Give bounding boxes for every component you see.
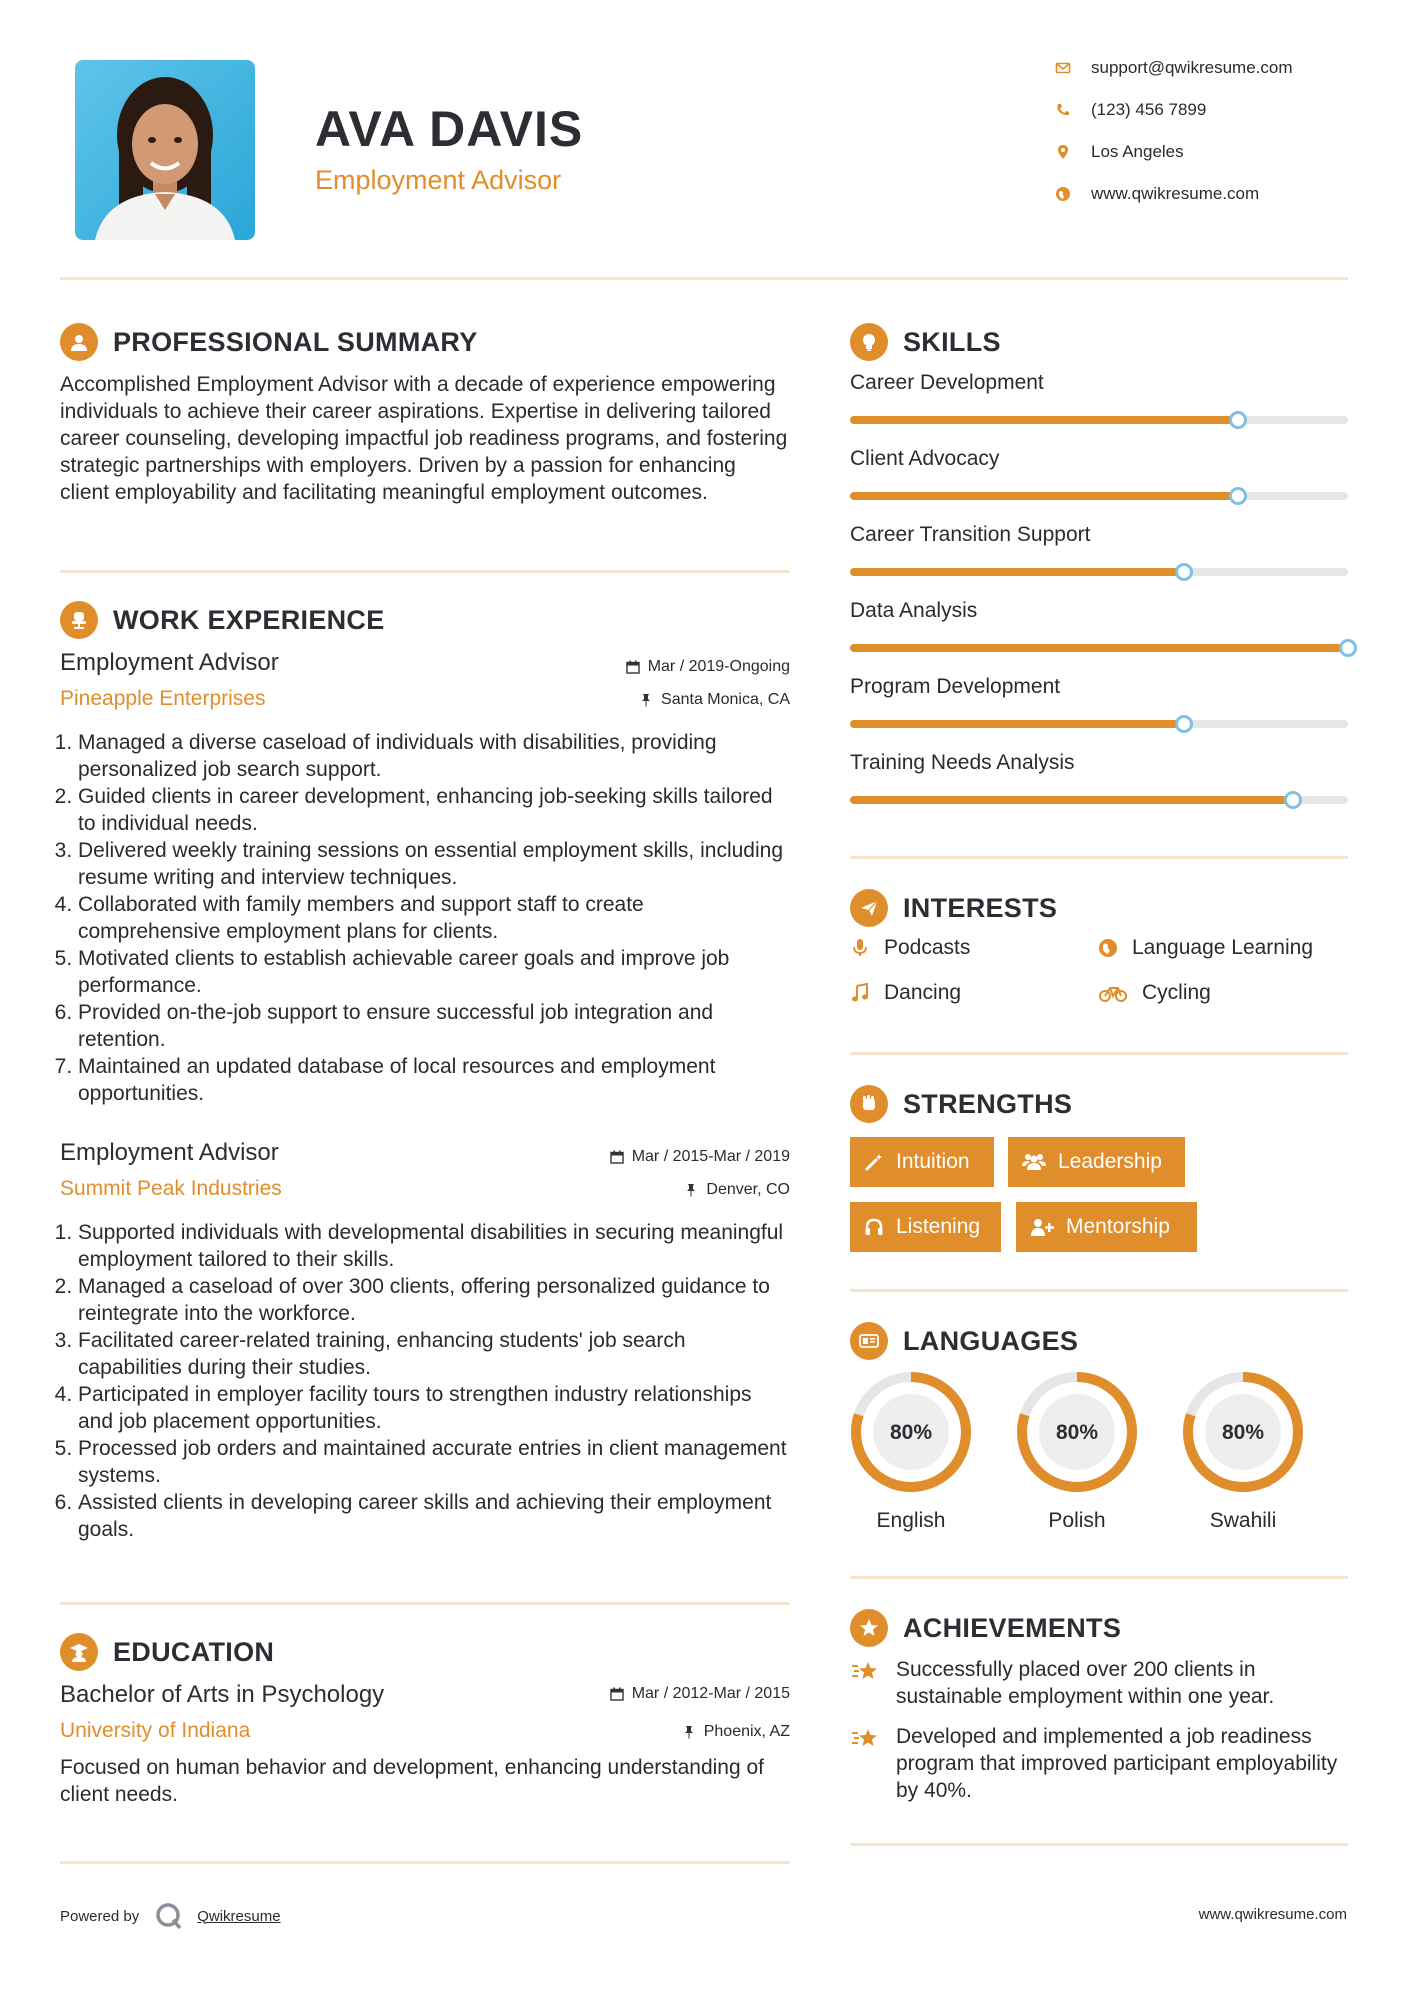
candidate-name: AVA DAVIS — [315, 101, 584, 157]
job-1-duties — [60, 729, 790, 1107]
job-2-company: Summit Peak Industries — [60, 1177, 282, 1200]
qwikresume-link[interactable]: Qwikresume — [197, 1907, 281, 1925]
microphone-icon — [850, 938, 870, 958]
interests-divider — [850, 1052, 1348, 1055]
job-1-location — [639, 691, 790, 709]
job-1-company: Pineapple Enterprises — [60, 687, 266, 710]
pushpin-icon — [639, 693, 653, 707]
star-badge-icon — [850, 1609, 888, 1647]
job-2-location — [684, 1181, 790, 1199]
lightbulb-icon — [850, 323, 888, 361]
contact-website[interactable] — [1055, 184, 1259, 204]
skill-bar-fill — [850, 568, 1184, 576]
skill-item — [850, 447, 1348, 471]
job-1-location-text: Santa Monica, CA — [661, 691, 790, 708]
skill-bar — [850, 720, 1348, 728]
strength-label: Mentorship — [1066, 1215, 1170, 1238]
skill-bar-knob[interactable] — [1339, 639, 1357, 657]
skill-bar-fill — [850, 492, 1238, 500]
strength-label: Listening — [896, 1215, 981, 1238]
duty-item: 7. Maintained an updated database of local resources and employment opportunities. — [78, 1053, 790, 1107]
strengths-divider — [850, 1289, 1348, 1292]
languages-heading — [850, 1322, 1078, 1360]
language-ring — [1181, 1370, 1305, 1494]
calendar-icon — [610, 1150, 624, 1164]
skill-item — [850, 523, 1348, 547]
achievement-item — [850, 1723, 1348, 1804]
education-degree: Bachelor of Arts in Psychology — [60, 1681, 385, 1708]
strength-badge — [850, 1137, 994, 1187]
job-2-dates — [610, 1148, 790, 1166]
interest-label: Language Learning — [1132, 936, 1314, 959]
education-description: Focused on human behavior and development, enhancing understanding of client needs. — [60, 1756, 765, 1806]
office-chair-icon — [60, 601, 98, 639]
strength-badge — [1016, 1202, 1197, 1252]
skill-bar — [850, 416, 1348, 424]
interest-item — [850, 981, 961, 1005]
skill-bar-knob[interactable] — [1229, 411, 1247, 429]
skills-heading — [850, 323, 1001, 361]
summary-heading — [60, 323, 478, 361]
duty-item: 6. Assisted clients in developing career skills and achieving their employment goals. — [78, 1489, 790, 1543]
qwikresume-logo-icon — [155, 1902, 183, 1930]
skill-label: Data Analysis — [850, 599, 978, 622]
education-location-text: Phoenix, AZ — [703, 1723, 790, 1740]
language-item — [849, 1370, 973, 1533]
education-divider — [60, 1861, 790, 1864]
summary-text: Accomplished Employment Advisor with a decade of experience empowering individuals to achieve their career aspirations. Expertise in delivering tailored career counseling, developing impactful job readiness programs, and fostering strategic partnerships with employers. Driven by a passion for enhancing client employability and facilitating meaningful employment outcomes. — [60, 373, 788, 504]
achievement-text: Successfully placed over 200 clients in sustainable employment within one year. — [896, 1658, 1275, 1708]
duty-item: 3. Facilitated career-related training, enhancing students' job search capabilities during their studies. — [78, 1327, 790, 1381]
skill-label: Training Needs Analysis — [850, 751, 1075, 774]
contact-phone[interactable] — [1055, 100, 1206, 120]
strength-label: Intuition — [896, 1150, 970, 1173]
users-icon — [1022, 1152, 1046, 1172]
star-icon — [850, 1656, 882, 1688]
summary-divider — [60, 570, 790, 573]
duty-item: 1. Managed a diverse caseload of individuals with disabilities, providing personalized job search support. — [78, 729, 790, 783]
duty-item: 3. Delivered weekly training sessions on essential employment skills, including resume writing and interview techniques. — [78, 837, 790, 891]
education-location — [682, 1723, 790, 1741]
strength-badge — [1008, 1137, 1185, 1187]
pushpin-icon — [684, 1183, 698, 1197]
job-2-dates-text: Mar / 2015-Mar / 2019 — [631, 1148, 790, 1165]
languages-divider — [850, 1576, 1348, 1579]
skills-divider — [850, 856, 1348, 859]
star-icon — [850, 1723, 882, 1755]
headphones-icon — [864, 1217, 884, 1237]
language-item — [1181, 1370, 1305, 1533]
achievements-heading — [850, 1609, 1121, 1647]
interest-label: Cycling — [1142, 981, 1211, 1004]
language-percent: 80% — [1055, 1421, 1099, 1444]
education-school: University of Indiana — [60, 1719, 251, 1742]
map-pin-icon — [1055, 144, 1071, 160]
skill-bar-knob[interactable] — [1229, 487, 1247, 505]
skill-item — [850, 599, 1348, 623]
envelope-icon — [1055, 60, 1071, 76]
graduate-icon — [60, 1633, 98, 1671]
duty-item: 2. Guided clients in career development, enhancing job-seeking skills tailored to individual needs. — [78, 783, 790, 837]
skill-item — [850, 371, 1348, 395]
education-heading-text: EDUCATION — [113, 1636, 275, 1667]
achievement-text: Developed and implemented a job readiness program that improved participant employability by 40%. — [896, 1725, 1338, 1802]
summary-heading-text: PROFESSIONAL SUMMARY — [113, 326, 478, 357]
job-2-title: Employment Advisor — [60, 1139, 279, 1166]
language-item — [1015, 1370, 1139, 1533]
language-percent: 80% — [889, 1421, 933, 1444]
candidate-title: Employment Advisor — [315, 165, 562, 195]
music-note-icon — [850, 983, 870, 1003]
interest-item — [1098, 981, 1211, 1005]
interest-label: Podcasts — [884, 936, 971, 959]
footer-powered-by — [60, 1902, 281, 1930]
duty-item: 4. Participated in employer facility tours to strengthen industry relationships and job placement opportunities. — [78, 1381, 790, 1435]
user-plus-icon — [1030, 1217, 1054, 1237]
skill-bar — [850, 492, 1348, 500]
language-card-icon — [850, 1322, 888, 1360]
achievements-heading-text: ACHIEVEMENTS — [903, 1612, 1122, 1643]
achievement-item — [850, 1656, 1348, 1710]
interest-label: Dancing — [884, 981, 962, 1004]
skills-heading-text: SKILLS — [903, 326, 1001, 357]
skill-label: Program Development — [850, 675, 1061, 698]
skill-bar-knob[interactable] — [1175, 715, 1193, 733]
experience-divider — [60, 1602, 790, 1605]
language-percent: 80% — [1221, 1421, 1265, 1444]
achievements-divider — [850, 1843, 1348, 1846]
job-2-duties — [60, 1219, 790, 1543]
skill-bar-knob[interactable] — [1175, 563, 1193, 581]
language-name: Swahili — [1209, 1509, 1277, 1532]
language-name: Polish — [1048, 1509, 1106, 1532]
skill-item — [850, 751, 1348, 775]
duty-item: 2. Managed a caseload of over 300 clients, offering personalized guidance to reintegrate into the workforce. — [78, 1273, 790, 1327]
powered-by-label: Powered by — [60, 1907, 140, 1925]
contact-email-text: support@qwikresume.com — [1091, 58, 1293, 77]
skill-bar — [850, 568, 1348, 576]
duty-item: 5. Processed job orders and maintained accurate entries in client management systems. — [78, 1435, 790, 1489]
globe-icon — [1055, 186, 1071, 202]
contact-location — [1055, 142, 1184, 162]
paper-plane-icon — [850, 889, 888, 927]
bicycle-icon — [1098, 983, 1128, 1003]
calendar-icon — [626, 660, 640, 674]
interest-item — [850, 936, 970, 960]
interests-heading-text: INTERESTS — [903, 892, 1058, 923]
job-1-dates-text: Mar / 2019-Ongoing — [647, 658, 790, 675]
globe-icon — [1098, 938, 1118, 958]
interest-item — [1098, 936, 1313, 960]
skill-label: Career Transition Support — [850, 523, 1091, 546]
profile-photo — [75, 60, 255, 240]
languages-heading-text: LANGUAGES — [903, 1325, 1079, 1356]
pushpin-icon — [682, 1725, 696, 1739]
education-dates — [610, 1685, 790, 1703]
strengths-heading — [850, 1085, 1072, 1123]
job-1-title: Employment Advisor — [60, 649, 279, 676]
skill-bar-fill — [850, 720, 1184, 728]
footer-url[interactable]: www.qwikresume.com — [1198, 1906, 1347, 1923]
duty-item: 6. Provided on-the-job support to ensure successful job integration and retention. — [78, 999, 790, 1053]
contact-website-text: www.qwikresume.com — [1091, 184, 1260, 203]
user-icon — [60, 323, 98, 361]
education-heading — [60, 1633, 274, 1671]
skill-bar-knob[interactable] — [1284, 791, 1302, 809]
contact-email[interactable] — [1055, 58, 1293, 78]
skill-bar — [850, 796, 1348, 804]
header-divider — [60, 277, 1348, 280]
language-ring — [1015, 1370, 1139, 1494]
magic-wand-icon — [864, 1152, 884, 1172]
skill-label: Career Development — [850, 371, 1044, 394]
job-1-dates — [626, 658, 790, 676]
phone-icon — [1055, 102, 1071, 118]
strengths-heading-text: STRENGTHS — [903, 1088, 1073, 1119]
skill-bar-fill — [850, 796, 1293, 804]
contact-phone-text: (123) 456 7899 — [1091, 100, 1207, 119]
experience-heading — [60, 601, 385, 639]
skill-item — [850, 675, 1348, 699]
strength-label: Leadership — [1058, 1150, 1162, 1173]
skill-bar-fill — [850, 644, 1348, 652]
language-ring — [849, 1370, 973, 1494]
duty-item: 5. Motivated clients to establish achievable career goals and improve job performance. — [78, 945, 790, 999]
experience-heading-text: WORK EXPERIENCE — [113, 604, 385, 635]
fist-icon — [850, 1085, 888, 1123]
calendar-icon — [610, 1687, 624, 1701]
skill-bar — [850, 644, 1348, 652]
contact-location-text: Los Angeles — [1091, 142, 1184, 161]
duty-item: 1. Supported individuals with developmental disabilities in securing meaningful employment tailored to their skills. — [78, 1219, 790, 1273]
language-name: English — [876, 1509, 946, 1532]
strength-badge — [850, 1202, 1001, 1252]
duty-item: 4. Collaborated with family members and support staff to create comprehensive employment plans for clients. — [78, 891, 790, 945]
job-2-location-text: Denver, CO — [706, 1181, 790, 1198]
skill-label: Client Advocacy — [850, 447, 1000, 470]
interests-heading — [850, 889, 1057, 927]
education-dates-text: Mar / 2012-Mar / 2015 — [631, 1685, 790, 1702]
skill-bar-fill — [850, 416, 1238, 424]
